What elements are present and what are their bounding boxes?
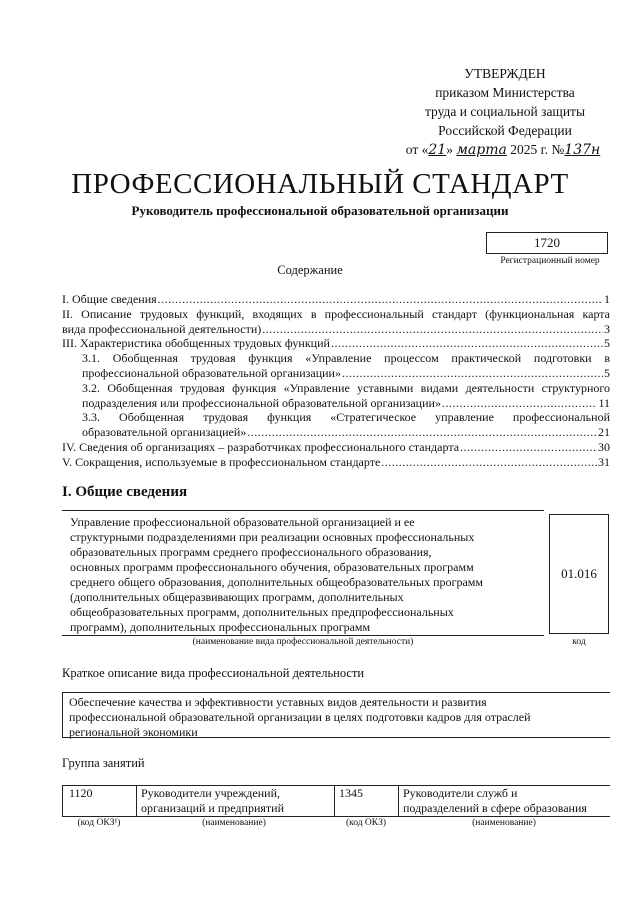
activity-kind-line: (дополнительных общеразвивающих программ, дополнительных — [70, 590, 404, 604]
approval-line-3: труда и социальной защиты — [424, 104, 586, 119]
toc-item-text: образовательной организацией» — [82, 425, 247, 440]
toc-item-text: V. Сокращения, используемые в профессиональном стандарте — [62, 454, 381, 469]
okz-name-line: Руководители учреждений, — [141, 786, 280, 800]
brief-line: Обеспечение качества и эффективности уставных видов деятельности и развития — [69, 695, 487, 709]
okz-code-caption: (код ОКЗ) — [345, 818, 387, 828]
okz-name-line: организаций и предприятий — [141, 801, 284, 815]
okz-name-cell — [136, 786, 332, 816]
toc-item-page: 5 — [604, 336, 610, 351]
occupation-group-label: Группа занятий — [62, 756, 145, 770]
date-quote: » — [446, 142, 453, 157]
activity-kind-line: общеобразовательных программ, дополнительных предпрофессиональных — [70, 605, 454, 619]
brief-line: региональной экономики — [69, 725, 198, 739]
date-month: марта — [456, 142, 507, 158]
activity-kind-line: основных программ профессионального обучения, образовательных программ — [70, 560, 474, 574]
toc-item-text-first: 3.1. Обобщенная трудовая функция «Управление процессом практической подготовки в — [82, 351, 610, 366]
brief-line: профессиональной образовательной организации в целях подготовки кадров для отраслей — [69, 710, 531, 724]
activity-kind-line: образовательных программ среднего профессионального образования, — [70, 545, 432, 559]
okz-name-line: Руководители служб и — [403, 786, 518, 800]
table-of-contents — [62, 292, 610, 470]
toc-item-text: IV. Сведения об организациях – разработчиках профессионального стандарта — [62, 439, 460, 454]
okz-name-caption: (наименование) — [472, 818, 536, 828]
toc-item-text: подразделения или профессиональной образовательной организации» — [82, 395, 441, 410]
toc-item-text-first: 3.3. Обобщенная трудовая функция «Стратегическое управление профессиональной — [82, 410, 610, 425]
brief-description-label: Краткое описание вида профессиональной деятельности — [62, 666, 365, 680]
toc-item-4[interactable] — [62, 440, 610, 455]
toc-item-text-first: II. Описание трудовых функций, входящих в профессиональный стандарт (функциональная карта — [62, 306, 610, 321]
occupation-group-table — [62, 785, 610, 817]
toc-item-3-2[interactable] — [62, 381, 610, 411]
toc-item-1[interactable] — [62, 292, 610, 307]
date-day: 21 — [428, 142, 447, 158]
toc-item-page: 3 — [604, 321, 610, 336]
okz-name-cell — [398, 786, 610, 816]
toc-item-3-3[interactable] — [62, 410, 610, 440]
toc-item-text: III. Характеристика обобщенных трудовых функций — [62, 336, 330, 351]
toc-item-text: профессиональной образовательной организации» — [82, 365, 341, 380]
toc-item-page: 5 — [604, 365, 610, 380]
brief-description-box — [62, 692, 610, 738]
toc-item-text-first: 3.2. Обобщенная трудовая функция «Управление уставными видами деятельности структурного — [82, 380, 610, 395]
activity-kind-caption: (наименование вида профессиональной деятельности) — [192, 637, 414, 647]
activity-kind-line: среднего общего образования, дополнительных общеобразовательных программ — [70, 575, 483, 589]
section-heading: I. Общие сведения — [62, 484, 188, 500]
activity-code: 01.016 — [549, 514, 609, 634]
okz-name-line: подразделений в сфере образования — [403, 801, 587, 815]
activity-code-caption: код — [572, 637, 586, 647]
toc-item-3-1[interactable] — [62, 351, 610, 381]
document-title: ПРОФЕССИОНАЛЬНЫЙ СТАНДАРТ — [71, 168, 569, 200]
toc-item-page: 11 — [598, 395, 610, 410]
registration-number: 1720 — [486, 232, 608, 254]
approval-line-4: Российской Федерации — [438, 123, 572, 138]
registration-caption: Регистрационный номер — [500, 256, 600, 266]
toc-item-page: 31 — [598, 454, 610, 469]
date-prefix: от « — [405, 142, 429, 157]
okz-code: 1120 — [69, 786, 93, 800]
toc-item-text: I. Общие сведения — [62, 292, 157, 306]
date-year: 2025 г. № — [510, 142, 565, 157]
okz-code: 1345 — [339, 786, 363, 800]
activity-kind-line: структурными подразделениями при реализации основных профессиональных — [70, 530, 475, 544]
approval-line-2: приказом Министерства — [435, 85, 575, 100]
order-number: 137н — [564, 142, 601, 158]
okz-name-caption: (наименование) — [202, 818, 266, 828]
activity-kind-box — [62, 510, 544, 636]
activity-kind-line: программ), дополнительных профессиональных программ — [70, 620, 371, 634]
okz-code-caption: (код ОКЗ¹) — [77, 818, 121, 828]
approval-date — [376, 140, 630, 160]
approval-line-1: УТВЕРЖДЕН — [464, 66, 546, 81]
toc-item-page: 1 — [604, 292, 610, 306]
toc-title: Содержание — [277, 263, 343, 277]
approval-block — [380, 64, 630, 160]
toc-item-page: 30 — [598, 439, 610, 454]
toc-item-3[interactable] — [62, 336, 610, 351]
toc-item-text: вида профессиональной деятельности) — [62, 321, 262, 336]
toc-item-2[interactable] — [62, 307, 610, 337]
okz-code-cell — [62, 786, 132, 816]
toc-item-5[interactable] — [62, 455, 610, 470]
document-subtitle: Руководитель профессиональной образовательной организации — [131, 203, 509, 218]
okz-code-cell — [334, 786, 394, 816]
toc-item-page: 21 — [598, 425, 610, 440]
activity-kind-line: Управление профессиональной образовательной организацией и ее — [70, 515, 415, 529]
